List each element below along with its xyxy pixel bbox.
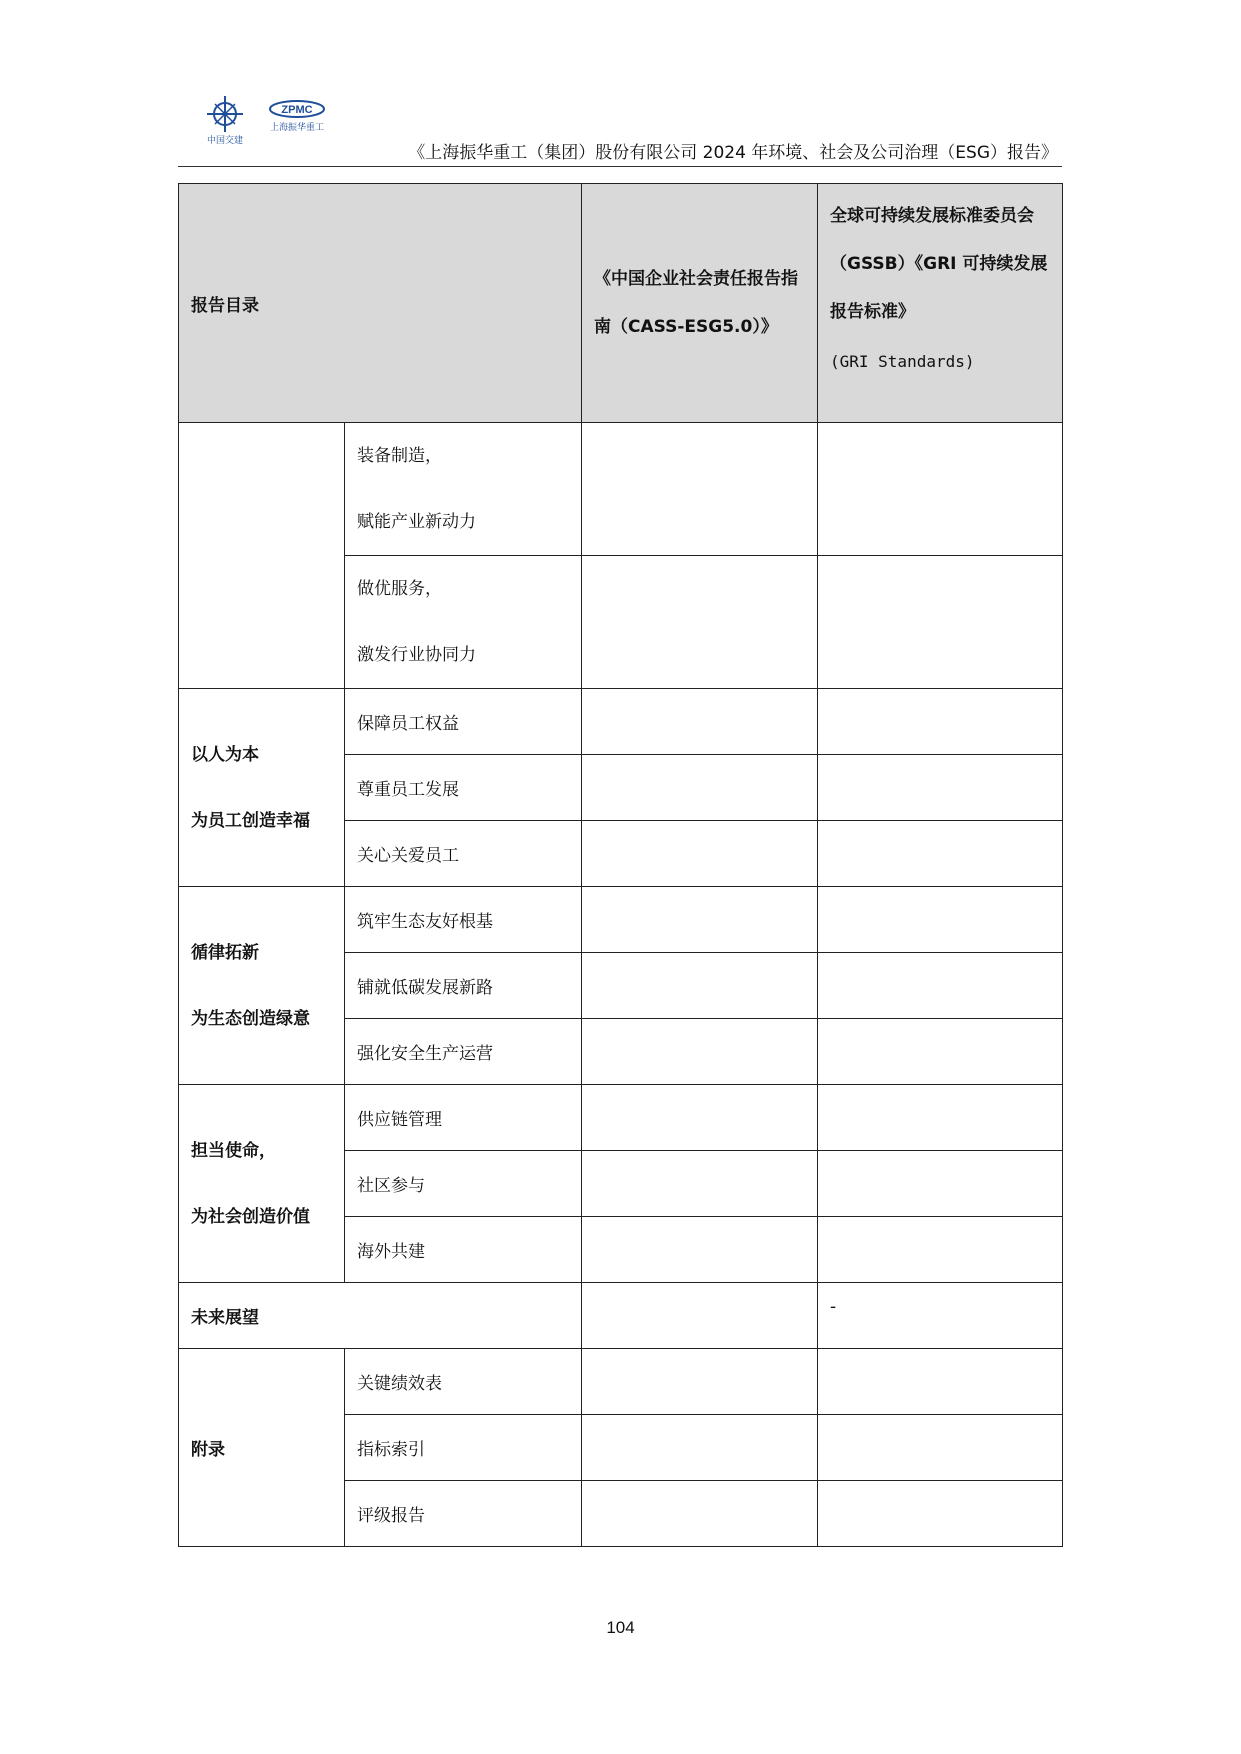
gri-cell <box>818 1019 1063 1085</box>
cass-cell <box>582 1481 818 1547</box>
gri-cell <box>818 953 1063 1019</box>
header-gri <box>818 184 1063 423</box>
section-line-1: 担当使命， <box>191 1140 276 1161</box>
gri-cell <box>818 1151 1063 1217</box>
item-indicator-index: 指标索引 <box>345 1415 582 1481</box>
report-title: 《上海振华重工（集团）股份有限公司 2024 年环境、社会及公司治理（ESG）报告》 <box>408 143 1058 163</box>
gri-cell <box>818 887 1063 953</box>
index-table <box>178 183 1063 1547</box>
svg-text:ZPMC: ZPMC <box>281 104 313 116</box>
section-title <box>179 423 345 689</box>
item-community: 社区参与 <box>345 1151 582 1217</box>
header-logos <box>195 92 345 148</box>
item-supply-chain: 供应链管理 <box>345 1085 582 1151</box>
cass-cell <box>582 1349 818 1415</box>
item-equipment <box>345 423 582 556</box>
cass-cell <box>582 1415 818 1481</box>
cass-cell <box>582 689 818 755</box>
company-logo <box>195 92 345 148</box>
header-gri-sub: (GRI Standards) <box>830 352 975 371</box>
item-line-2: 赋能产业新动力 <box>357 512 476 532</box>
header-divider <box>178 166 1062 167</box>
cass-cell <box>582 755 818 821</box>
cass-cell <box>582 953 818 1019</box>
future-gri-cell: - <box>818 1283 1063 1349</box>
gri-cell <box>818 556 1063 689</box>
section-line-1: 以人为本 <box>191 744 259 765</box>
item-line-1: 做优服务， <box>357 579 442 599</box>
zpmc-logo-icon <box>270 101 324 117</box>
item-rating-report: 评级报告 <box>345 1481 582 1547</box>
future-outlook-title: 未来展望 <box>179 1283 582 1349</box>
header-cass: 《中国企业社会责任报告指南（CASS-ESG5.0）》 <box>582 184 818 423</box>
section-line-2: 为生态创造绿意 <box>191 1008 310 1029</box>
cass-cell <box>582 1085 818 1151</box>
item-line-2: 激发行业协同力 <box>357 645 476 665</box>
appendix-title: 附录 <box>179 1349 345 1547</box>
table-row <box>179 1085 1063 1151</box>
gri-cell <box>818 689 1063 755</box>
section-line-2: 为员工创造幸福 <box>191 810 310 831</box>
gri-cell <box>818 755 1063 821</box>
table-row <box>179 689 1063 755</box>
cass-cell <box>582 1019 818 1085</box>
cccc-logo-text: 中国交建 <box>206 136 244 146</box>
zpmc-logo-subtext: 上海振华重工 <box>269 123 325 133</box>
cass-cell <box>582 556 818 689</box>
item-employee-development: 尊重员工发展 <box>345 755 582 821</box>
table-header-row <box>179 184 1063 423</box>
header-report-contents: 报告目录 <box>179 184 582 423</box>
gri-cell <box>818 1349 1063 1415</box>
gri-cell <box>818 1217 1063 1283</box>
cass-cell <box>582 887 818 953</box>
gri-cell <box>818 821 1063 887</box>
cass-cell <box>582 1217 818 1283</box>
table-row <box>179 887 1063 953</box>
cass-cell <box>582 1283 818 1349</box>
item-employee-rights: 保障员工权益 <box>345 689 582 755</box>
item-service <box>345 556 582 689</box>
item-eco-foundation: 筑牢生态友好根基 <box>345 887 582 953</box>
item-kpi-table: 关键绩效表 <box>345 1349 582 1415</box>
gri-cell <box>818 1085 1063 1151</box>
table-row <box>179 423 1063 556</box>
item-safety-production: 强化安全生产运营 <box>345 1019 582 1085</box>
table-row <box>179 1349 1063 1415</box>
gri-cell <box>818 1481 1063 1547</box>
section-title-ecology <box>179 887 345 1085</box>
cass-cell <box>582 821 818 887</box>
section-title-people <box>179 689 345 887</box>
page-number: 104 <box>606 1618 635 1637</box>
gri-cell <box>818 1415 1063 1481</box>
cccc-logo-icon <box>207 96 243 132</box>
item-low-carbon: 铺就低碳发展新路 <box>345 953 582 1019</box>
table-row <box>179 1283 1063 1349</box>
gri-cell <box>818 423 1063 556</box>
section-title-society <box>179 1085 345 1283</box>
cass-cell <box>582 423 818 556</box>
item-line-1: 装备制造， <box>357 446 442 466</box>
item-overseas: 海外共建 <box>345 1217 582 1283</box>
header-gri-title: 全球可持续发展标准委员会（GSSB）《GRI 可持续发展报告标准》 <box>830 206 1048 322</box>
item-employee-care: 关心关爱员工 <box>345 821 582 887</box>
section-line-1: 循律拓新 <box>191 942 259 963</box>
cass-cell <box>582 1151 818 1217</box>
section-line-2: 为社会创造价值 <box>191 1206 310 1227</box>
